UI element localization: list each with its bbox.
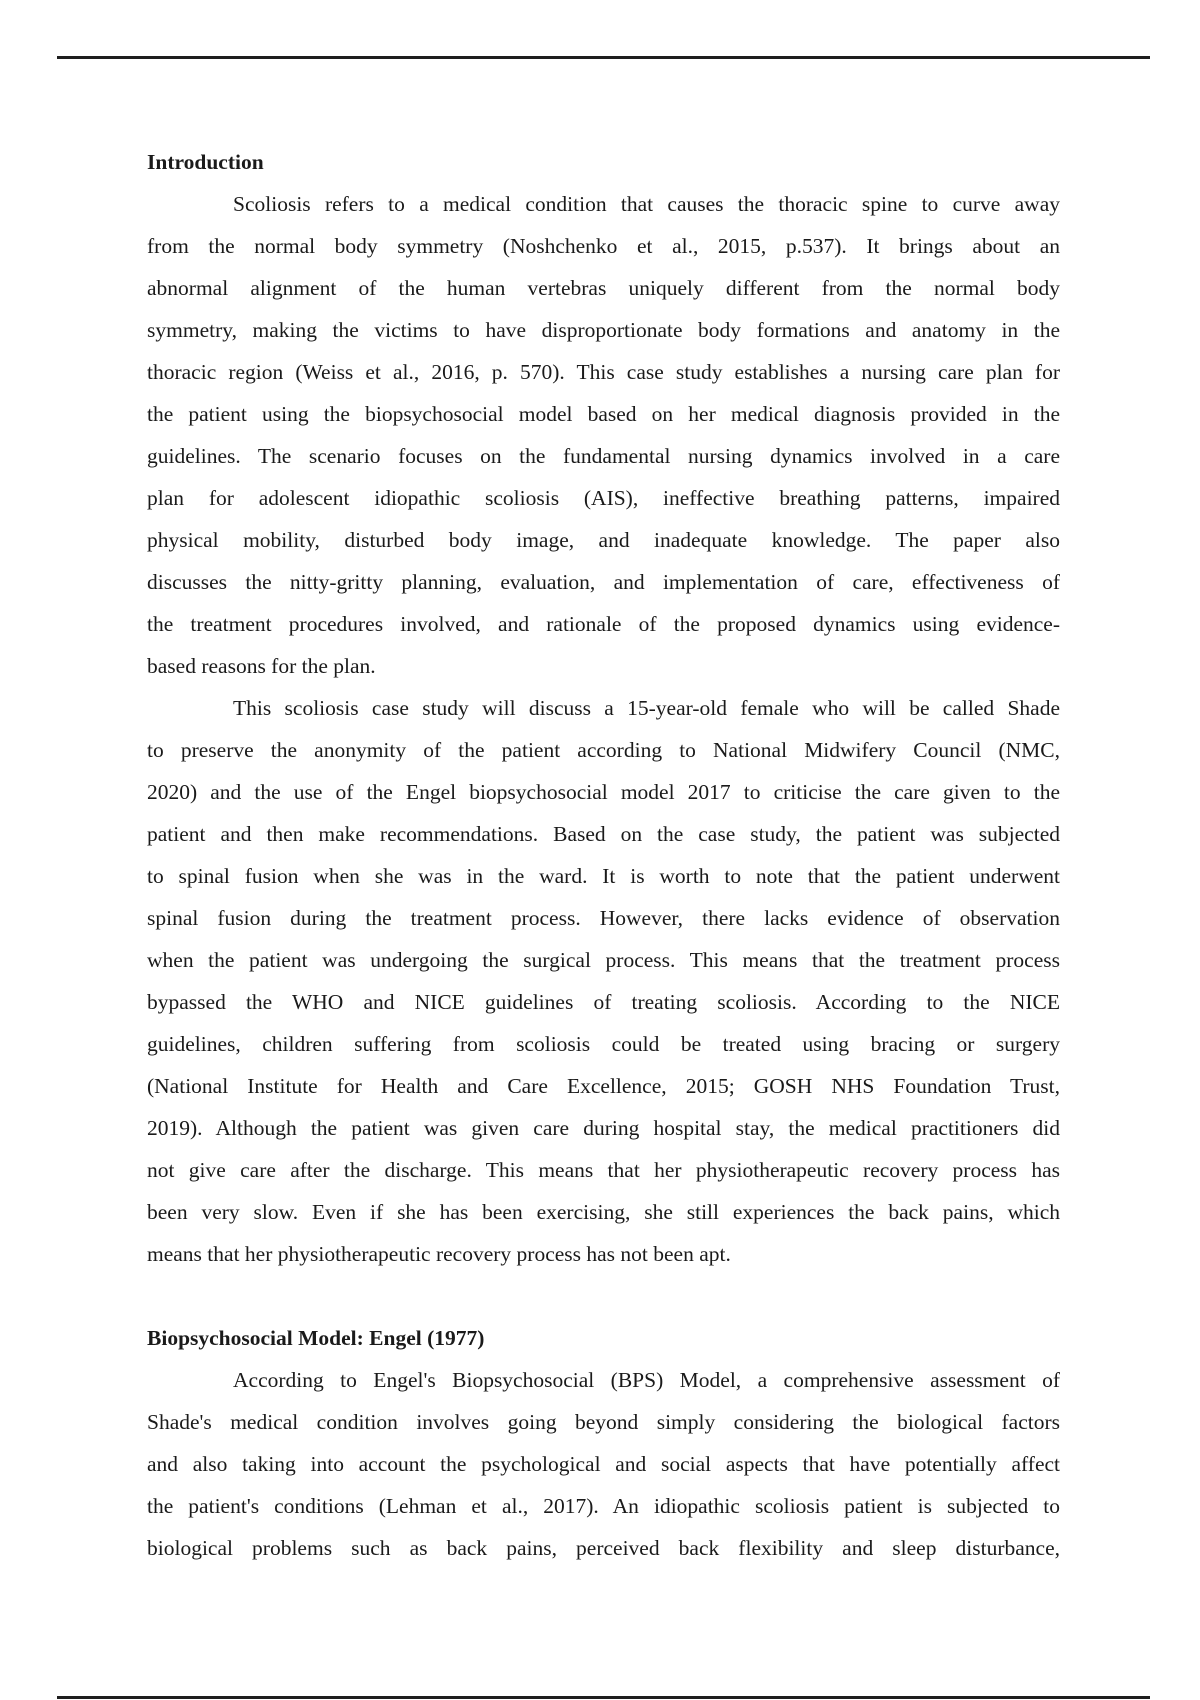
- paragraph-line: symmetry, making the victims to have disproportionate body formations and anatomy in the: [147, 318, 1060, 342]
- paragraph-line: abnormal alignment of the human vertebras uniquely different from the normal body: [147, 276, 1060, 300]
- paragraph-line: bypassed the WHO and NICE guidelines of treating scoliosis. According to the NICE: [147, 990, 1060, 1014]
- paragraph-line: 2020) and the use of the Engel biopsychosocial model 2017 to criticise the care given to the: [147, 780, 1060, 804]
- paragraph: [147, 1359, 1060, 1569]
- paragraph-line: to preserve the anonymity of the patient according to National Midwifery Council (NMC,: [147, 738, 1060, 762]
- paragraph-line: to spinal fusion when she was in the ward. It is worth to note that the patient underwent: [147, 864, 1060, 888]
- paragraph-line: means that her physiotherapeutic recovery process has not been apt.: [147, 1242, 731, 1266]
- paragraph-line: the treatment procedures involved, and rationale of the proposed dynamics using evidence-: [147, 612, 1060, 636]
- section-heading: Biopsychosocial Model: Engel (1977): [147, 1326, 485, 1350]
- paragraph-line: patient and then make recommendations. Based on the case study, the patient was subjected: [147, 822, 1060, 846]
- paragraph-line: based reasons for the plan.: [147, 654, 376, 678]
- paragraph-line: from the normal body symmetry (Noshchenko et al., 2015, p.537). It brings about an: [147, 234, 1060, 258]
- paragraph-line: According to Engel's Biopsychosocial (BPS) Model, a comprehensive assessment of: [233, 1368, 1060, 1392]
- paragraph-line: plan for adolescent idiopathic scoliosis (AIS), ineffective breathing patterns, impaired: [147, 486, 1060, 510]
- paragraph-line: biological problems such as back pains, perceived back flexibility and sleep disturbance,: [147, 1536, 1060, 1560]
- header-rule: [57, 56, 1150, 59]
- footer-rule: [57, 1696, 1150, 1699]
- paragraph-line: thoracic region (Weiss et al., 2016, p. 570). This case study establishes a nursing care plan for: [147, 360, 1060, 384]
- paragraph-line: This scoliosis case study will discuss a 15-year-old female who will be called Shade: [233, 696, 1060, 720]
- paragraph-line: spinal fusion during the treatment process. However, there lacks evidence of observation: [147, 906, 1060, 930]
- paragraph-line: Shade's medical condition involves going beyond simply considering the biological factors: [147, 1410, 1060, 1434]
- paragraph-line: guidelines. The scenario focuses on the fundamental nursing dynamics involved in a care: [147, 444, 1060, 468]
- paragraph-line: and also taking into account the psychological and social aspects that have potentially affect: [147, 1452, 1060, 1476]
- paragraph-line: physical mobility, disturbed body image, and inadequate knowledge. The paper also: [147, 528, 1060, 552]
- paragraph-line: 2019). Although the patient was given care during hospital stay, the medical practitioners did: [147, 1116, 1060, 1140]
- section-heading: Introduction: [147, 150, 264, 174]
- section-introduction: [147, 141, 1060, 1275]
- paragraph-line: guidelines, children suffering from scoliosis could be treated using bracing or surgery: [147, 1032, 1060, 1056]
- paragraph-line: the patient using the biopsychosocial model based on her medical diagnosis provided in the: [147, 402, 1060, 426]
- section-biopsychosocial-model: [147, 1317, 1060, 1569]
- paragraph-line: when the patient was undergoing the surgical process. This means that the treatment process: [147, 948, 1060, 972]
- paragraph-line: (National Institute for Health and Care Excellence, 2015; GOSH NHS Foundation Trust,: [147, 1074, 1060, 1098]
- paragraph: [147, 183, 1060, 687]
- paragraph-line: been very slow. Even if she has been exercising, she still experiences the back pains, which: [147, 1200, 1060, 1224]
- paragraph: [147, 687, 1060, 1275]
- paragraph-line: Scoliosis refers to a medical condition that causes the thoracic spine to curve away: [233, 192, 1060, 216]
- paragraph-line: not give care after the discharge. This means that her physiotherapeutic recovery process has: [147, 1158, 1060, 1182]
- paragraph-line: the patient's conditions (Lehman et al., 2017). An idiopathic scoliosis patient is subjected to: [147, 1494, 1060, 1518]
- paragraph-line: discusses the nitty-gritty planning, evaluation, and implementation of care, effectiveness of: [147, 570, 1060, 594]
